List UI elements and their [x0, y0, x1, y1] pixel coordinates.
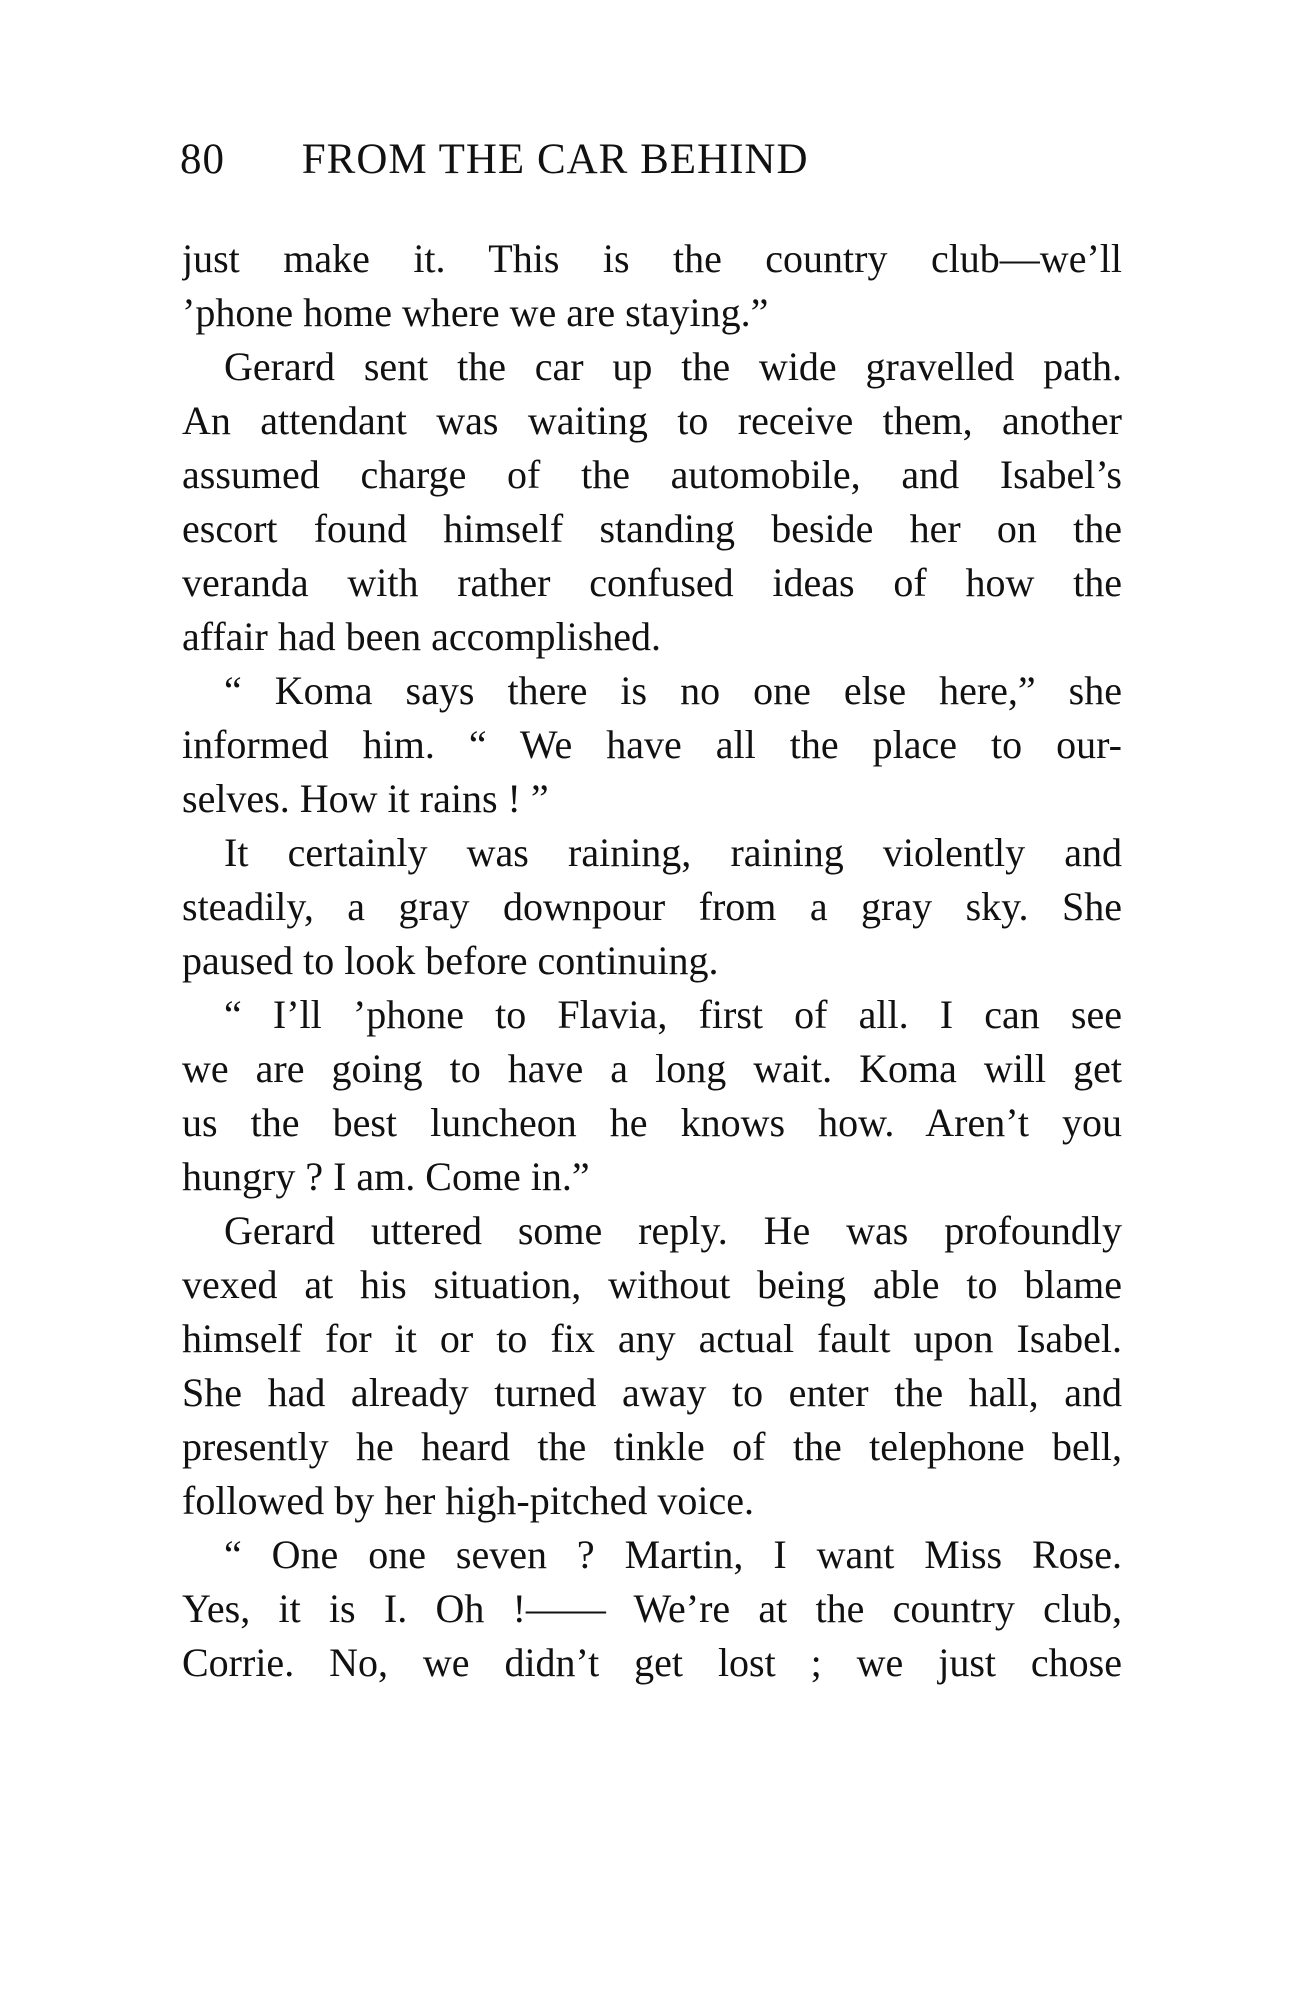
text-line: escort found himself standing beside her on the	[182, 506, 1122, 551]
text-line: vexed at his situation, without being able to blame	[182, 1262, 1122, 1307]
text-line: selves. How it rains ! ”	[182, 776, 549, 821]
text-line: Yes, it is I. Oh !—— We’re at the country club,	[182, 1586, 1122, 1631]
text-line: “ Koma says there is no one else here,” she	[224, 668, 1122, 713]
text-line: “ One one seven ? Martin, I want Miss Rose.	[224, 1532, 1122, 1577]
text-line: affair had been accomplished.	[182, 614, 662, 659]
text-line: veranda with rather confused ideas of how the	[182, 560, 1122, 605]
text-line: Gerard sent the car up the wide gravelled path.	[224, 344, 1122, 389]
running-title: FROM THE CAR BEHIND	[301, 136, 809, 183]
page-number: 80	[180, 136, 225, 183]
text-line: us the best luncheon he knows how. Aren’t you	[182, 1100, 1122, 1145]
text-line: assumed charge of the automobile, and Isabel’s	[182, 452, 1122, 497]
text-line: It certainly was raining, raining violently and	[224, 830, 1122, 875]
running-head	[180, 135, 1130, 195]
text-line: paused to look before continuing.	[182, 938, 719, 983]
text-line: An attendant was waiting to receive them, another	[182, 398, 1122, 443]
text-line: She had already turned away to enter the hall, and	[182, 1370, 1122, 1415]
text-line: informed him. “ We have all the place to our-	[182, 722, 1122, 767]
text-line: just make it. This is the country club—we’ll	[182, 236, 1122, 281]
text-line: steadily, a gray downpour from a gray sky. She	[182, 884, 1122, 929]
text-line: followed by her high-pitched voice.	[182, 1478, 755, 1523]
text-line: “ I’ll ’phone to Flavia, first of all. I can see	[224, 992, 1122, 1037]
text-line: we are going to have a long wait. Koma will get	[182, 1046, 1122, 1091]
text-line: ’phone home where we are staying.”	[182, 290, 769, 335]
text-line: hungry ? I am. Come in.”	[182, 1154, 590, 1199]
text-line: presently he heard the tinkle of the telephone bell,	[182, 1424, 1122, 1469]
text-line: Corrie. No, we didn’t get lost ; we just chose	[182, 1640, 1122, 1685]
text-line: himself for it or to fix any actual fault upon Isabel.	[182, 1316, 1122, 1361]
body-text	[182, 232, 1122, 1690]
text-line: Gerard uttered some reply. He was profoundly	[224, 1208, 1122, 1253]
